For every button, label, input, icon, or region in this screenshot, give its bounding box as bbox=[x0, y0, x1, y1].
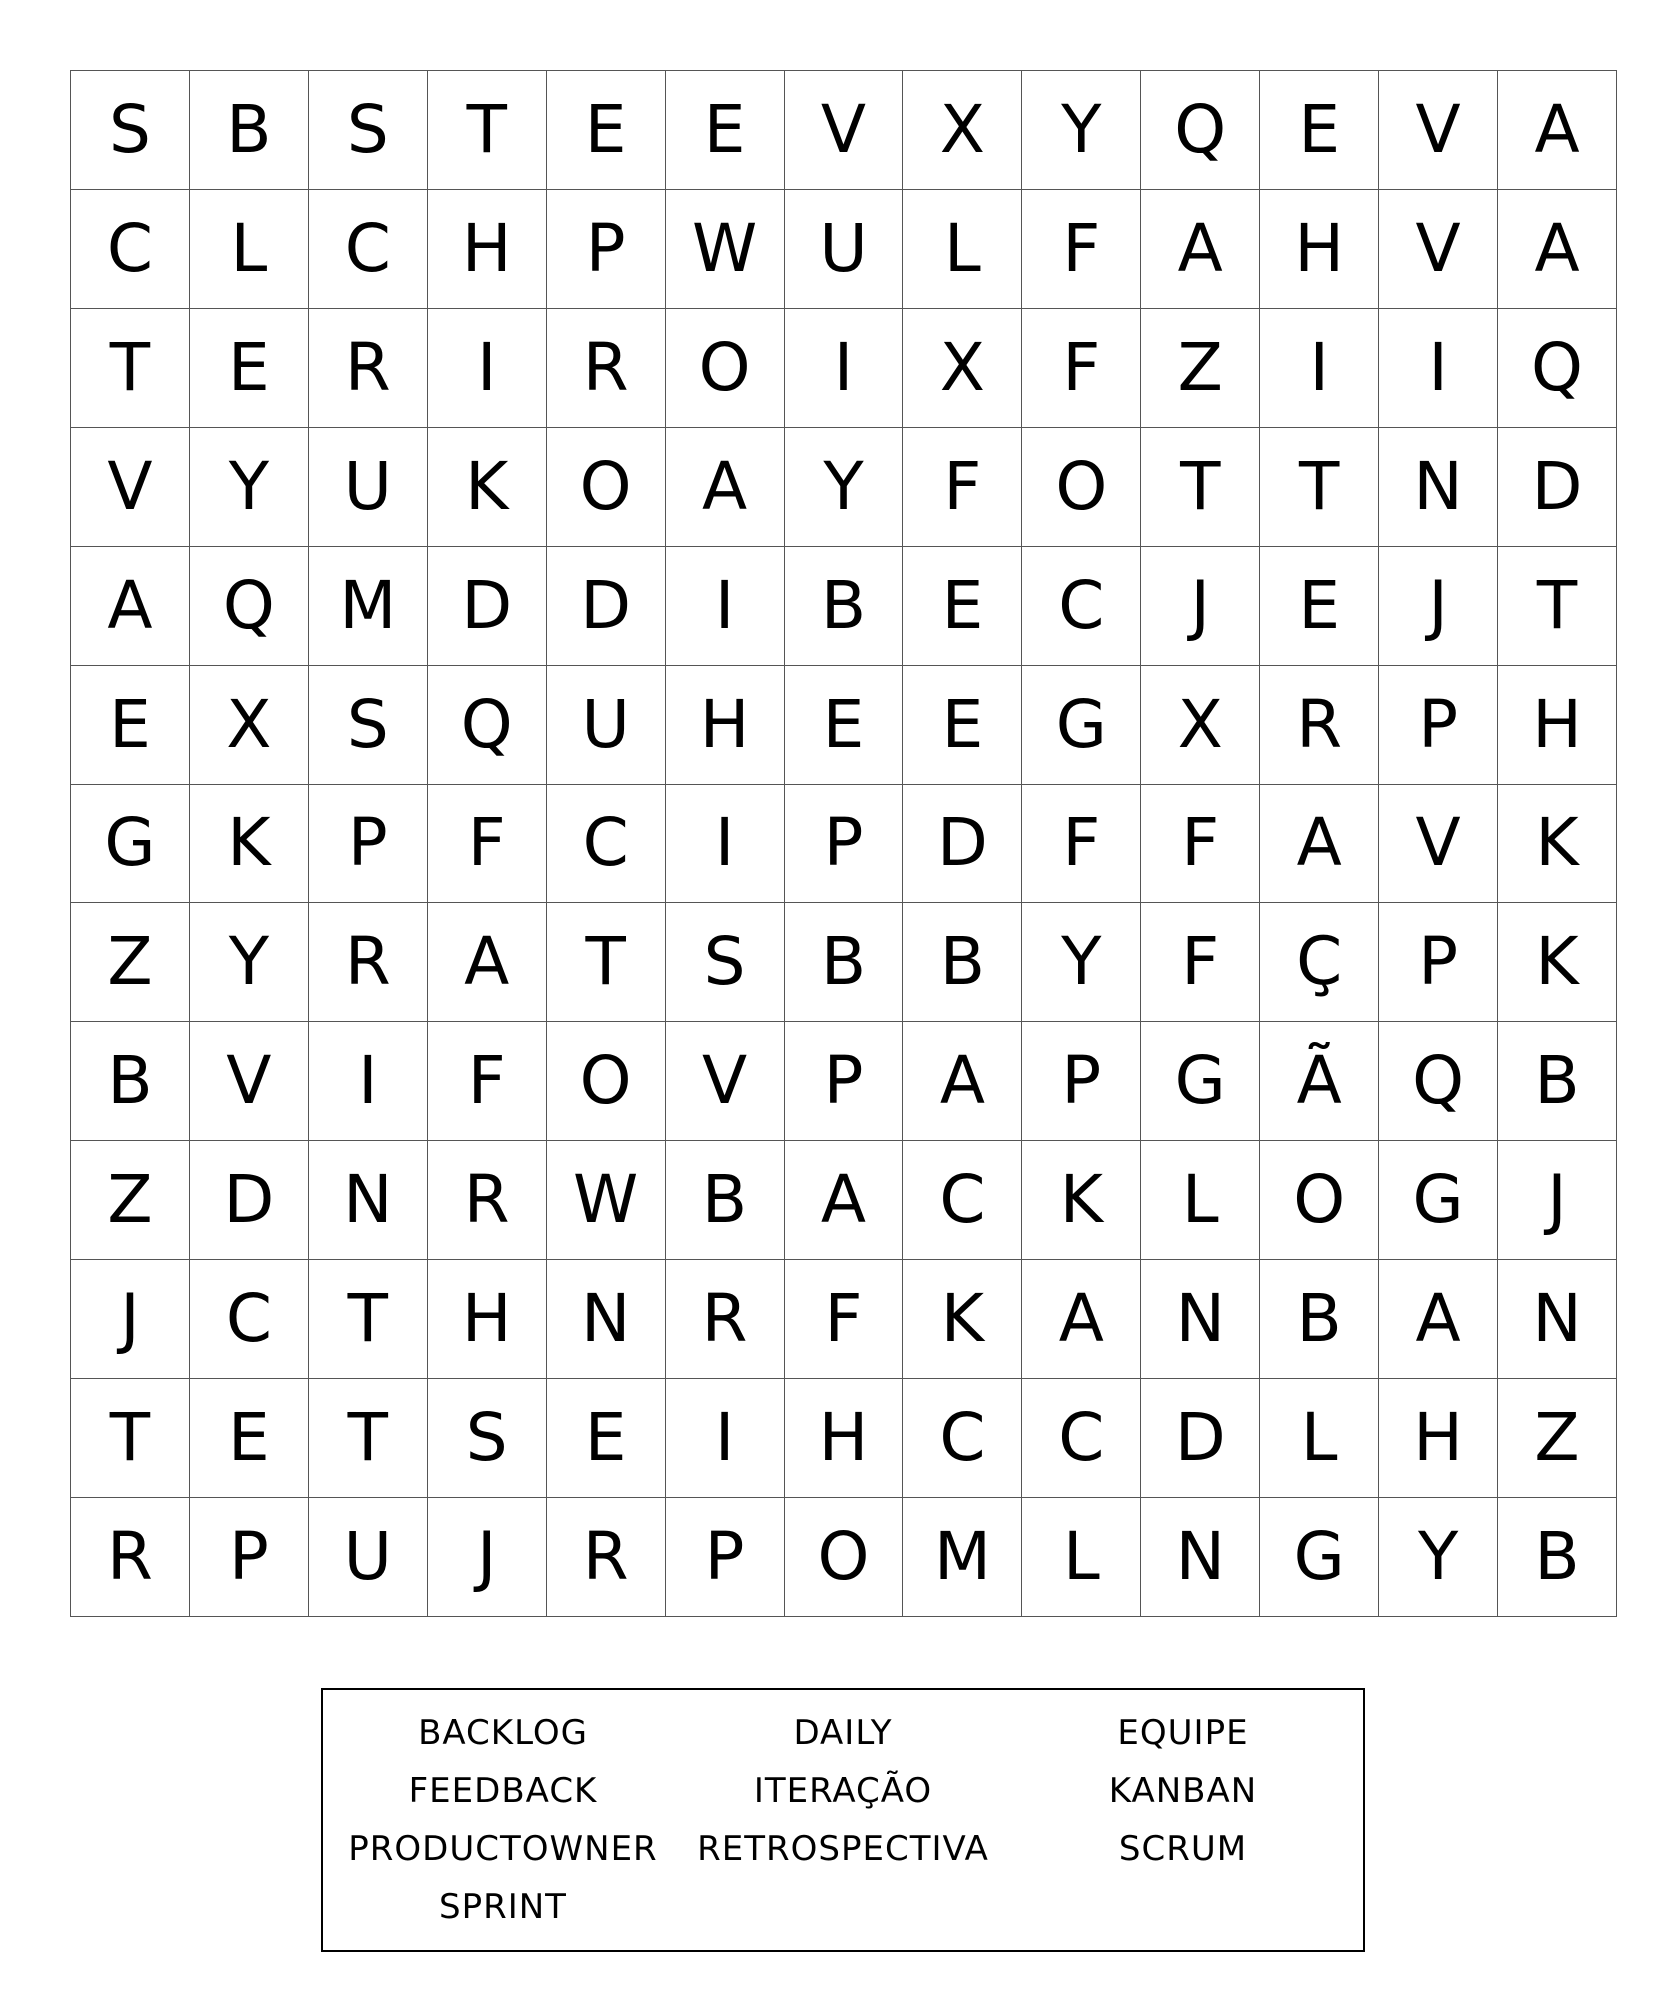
grid-cell[interactable]: H bbox=[428, 190, 547, 309]
grid-cell[interactable]: I bbox=[428, 309, 547, 428]
grid-cell[interactable]: G bbox=[71, 785, 190, 904]
grid-cell[interactable]: H bbox=[785, 1379, 904, 1498]
grid-cell[interactable]: E bbox=[785, 666, 904, 785]
grid-cell[interactable]: O bbox=[1260, 1141, 1379, 1260]
grid-cell[interactable]: F bbox=[1022, 190, 1141, 309]
grid-cell[interactable]: O bbox=[666, 309, 785, 428]
grid-cell[interactable]: P bbox=[190, 1498, 309, 1617]
grid-cell[interactable]: I bbox=[309, 1022, 428, 1141]
grid-cell[interactable]: U bbox=[547, 666, 666, 785]
grid-cell[interactable]: L bbox=[190, 190, 309, 309]
grid-cell[interactable]: A bbox=[71, 547, 190, 666]
grid-cell[interactable]: P bbox=[785, 1022, 904, 1141]
grid-cell[interactable]: G bbox=[1022, 666, 1141, 785]
grid-cell[interactable]: V bbox=[1379, 71, 1498, 190]
grid-cell[interactable]: L bbox=[1022, 1498, 1141, 1617]
word-list-item: ITERAÇÃO bbox=[753, 1771, 933, 1811]
grid-cell[interactable]: I bbox=[666, 1379, 785, 1498]
grid-cell[interactable]: B bbox=[666, 1141, 785, 1260]
grid-cell[interactable]: K bbox=[428, 428, 547, 547]
grid-cell[interactable]: J bbox=[71, 1260, 190, 1379]
grid-cell[interactable]: W bbox=[666, 190, 785, 309]
grid-cell[interactable]: H bbox=[428, 1260, 547, 1379]
grid-cell[interactable]: X bbox=[903, 309, 1022, 428]
grid-cell[interactable]: A bbox=[903, 1022, 1022, 1141]
grid-cell[interactable]: B bbox=[785, 547, 904, 666]
grid-cell[interactable]: N bbox=[1141, 1260, 1260, 1379]
grid-cell[interactable]: M bbox=[309, 547, 428, 666]
grid-cell[interactable]: Z bbox=[71, 903, 190, 1022]
grid-cell[interactable]: S bbox=[309, 71, 428, 190]
grid-cell[interactable]: B bbox=[71, 1022, 190, 1141]
grid-cell[interactable]: R bbox=[666, 1260, 785, 1379]
grid-cell[interactable]: A bbox=[1022, 1260, 1141, 1379]
grid-cell[interactable]: E bbox=[666, 71, 785, 190]
grid-cell[interactable]: C bbox=[1022, 1379, 1141, 1498]
grid-cell[interactable]: D bbox=[1498, 428, 1617, 547]
grid-cell[interactable]: N bbox=[547, 1260, 666, 1379]
grid-cell[interactable]: J bbox=[1379, 547, 1498, 666]
grid-cell[interactable]: C bbox=[309, 190, 428, 309]
grid-cell[interactable]: S bbox=[428, 1379, 547, 1498]
grid-cell[interactable]: Y bbox=[1379, 1498, 1498, 1617]
grid-cell[interactable]: R bbox=[428, 1141, 547, 1260]
grid-cell[interactable]: I bbox=[1379, 309, 1498, 428]
word-list-item: EQUIPE bbox=[1117, 1713, 1249, 1753]
grid-cell[interactable]: F bbox=[903, 428, 1022, 547]
grid-cell[interactable]: T bbox=[547, 903, 666, 1022]
grid-cell[interactable]: T bbox=[71, 309, 190, 428]
grid-cell[interactable]: V bbox=[666, 1022, 785, 1141]
grid-cell[interactable]: L bbox=[1141, 1141, 1260, 1260]
grid-cell[interactable]: Ç bbox=[1260, 903, 1379, 1022]
grid-cell[interactable]: D bbox=[547, 547, 666, 666]
grid-cell[interactable]: P bbox=[309, 785, 428, 904]
grid-cell[interactable]: C bbox=[1022, 547, 1141, 666]
grid-cell[interactable]: B bbox=[903, 903, 1022, 1022]
grid-cell[interactable]: T bbox=[1141, 428, 1260, 547]
grid-cell[interactable]: W bbox=[547, 1141, 666, 1260]
grid-cell[interactable]: Z bbox=[1141, 309, 1260, 428]
grid-cell[interactable]: C bbox=[71, 190, 190, 309]
grid-cell[interactable]: E bbox=[190, 309, 309, 428]
grid-cell[interactable]: M bbox=[903, 1498, 1022, 1617]
grid-cell[interactable]: F bbox=[1022, 785, 1141, 904]
grid-cell[interactable]: V bbox=[1379, 785, 1498, 904]
grid-cell[interactable]: E bbox=[190, 1379, 309, 1498]
grid-cell[interactable]: F bbox=[1141, 903, 1260, 1022]
grid-cell[interactable]: B bbox=[1498, 1498, 1617, 1617]
grid-cell[interactable]: N bbox=[1498, 1260, 1617, 1379]
grid-cell[interactable]: Ã bbox=[1260, 1022, 1379, 1141]
grid-cell[interactable]: Z bbox=[71, 1141, 190, 1260]
grid-cell[interactable]: Y bbox=[785, 428, 904, 547]
grid-cell[interactable]: F bbox=[785, 1260, 904, 1379]
grid-cell[interactable]: R bbox=[71, 1498, 190, 1617]
grid-cell[interactable]: R bbox=[547, 309, 666, 428]
grid-cell[interactable]: U bbox=[785, 190, 904, 309]
grid-cell[interactable]: A bbox=[1498, 190, 1617, 309]
word-list-item: SPRINT bbox=[439, 1887, 567, 1927]
grid-cell[interactable]: O bbox=[785, 1498, 904, 1617]
grid-cell[interactable]: P bbox=[1022, 1022, 1141, 1141]
grid-cell[interactable]: E bbox=[1260, 547, 1379, 666]
grid-cell[interactable]: Q bbox=[1498, 309, 1617, 428]
grid-cell[interactable]: C bbox=[903, 1141, 1022, 1260]
grid-cell[interactable]: B bbox=[190, 71, 309, 190]
grid-cell[interactable]: Q bbox=[1379, 1022, 1498, 1141]
word-list-item: DAILY bbox=[793, 1713, 893, 1753]
word-list bbox=[321, 1688, 1365, 1952]
grid-cell[interactable]: K bbox=[1498, 785, 1617, 904]
grid-cell[interactable]: D bbox=[1141, 1379, 1260, 1498]
grid-cell[interactable]: T bbox=[309, 1379, 428, 1498]
grid-cell[interactable]: C bbox=[190, 1260, 309, 1379]
grid-cell[interactable]: V bbox=[190, 1022, 309, 1141]
grid-cell[interactable]: O bbox=[547, 1022, 666, 1141]
grid-cell[interactable]: B bbox=[785, 903, 904, 1022]
grid-cell[interactable]: B bbox=[1260, 1260, 1379, 1379]
grid-cell[interactable]: X bbox=[1141, 666, 1260, 785]
grid-cell[interactable]: R bbox=[309, 903, 428, 1022]
grid-cell[interactable]: O bbox=[1022, 428, 1141, 547]
grid-cell[interactable]: C bbox=[547, 785, 666, 904]
grid-cell[interactable]: F bbox=[1022, 309, 1141, 428]
grid-cell[interactable]: T bbox=[1498, 547, 1617, 666]
grid-cell[interactable]: H bbox=[1498, 666, 1617, 785]
grid-cell[interactable]: J bbox=[1141, 547, 1260, 666]
grid-cell[interactable]: R bbox=[309, 309, 428, 428]
grid-cell[interactable]: L bbox=[903, 190, 1022, 309]
grid-cell[interactable]: J bbox=[1498, 1141, 1617, 1260]
grid-cell[interactable]: Z bbox=[1498, 1379, 1617, 1498]
grid-cell[interactable]: V bbox=[785, 71, 904, 190]
word-list-item: FEEDBACK bbox=[408, 1771, 598, 1811]
word-list-item: BACKLOG bbox=[418, 1713, 588, 1753]
grid-cell[interactable]: A bbox=[1141, 190, 1260, 309]
grid-cell[interactable]: G bbox=[1379, 1141, 1498, 1260]
grid-cell[interactable]: F bbox=[428, 1022, 547, 1141]
word-list-item: PRODUCTOWNER bbox=[348, 1829, 658, 1869]
grid-cell[interactable]: D bbox=[903, 785, 1022, 904]
grid-cell[interactable]: F bbox=[428, 785, 547, 904]
word-list-item: KANBAN bbox=[1108, 1771, 1258, 1811]
grid-cell[interactable]: N bbox=[1141, 1498, 1260, 1617]
grid-cell[interactable]: X bbox=[903, 71, 1022, 190]
grid-cell[interactable]: Q bbox=[190, 547, 309, 666]
grid-cell[interactable]: H bbox=[1379, 1379, 1498, 1498]
grid-cell[interactable]: S bbox=[71, 71, 190, 190]
grid-cell[interactable]: A bbox=[785, 1141, 904, 1260]
grid-cell[interactable]: L bbox=[1260, 1379, 1379, 1498]
grid-cell[interactable]: R bbox=[1260, 666, 1379, 785]
grid-cell[interactable]: P bbox=[785, 785, 904, 904]
grid-cell[interactable]: O bbox=[547, 428, 666, 547]
grid-cell[interactable]: A bbox=[1498, 71, 1617, 190]
grid-cell[interactable]: H bbox=[666, 666, 785, 785]
grid-cell[interactable]: E bbox=[903, 666, 1022, 785]
grid-cell[interactable]: S bbox=[666, 903, 785, 1022]
grid-cell[interactable]: K bbox=[903, 1260, 1022, 1379]
grid-cell[interactable]: X bbox=[190, 666, 309, 785]
grid-cell[interactable]: H bbox=[1260, 190, 1379, 309]
word-list-item: RETROSPECTIVA bbox=[697, 1829, 989, 1869]
grid-cell[interactable]: V bbox=[1379, 190, 1498, 309]
grid-cell[interactable]: T bbox=[1260, 428, 1379, 547]
grid-cell[interactable]: T bbox=[309, 1260, 428, 1379]
grid-cell[interactable]: R bbox=[547, 1498, 666, 1617]
letter-grid bbox=[70, 70, 1617, 1617]
grid-cell[interactable]: K bbox=[1022, 1141, 1141, 1260]
grid-cell[interactable]: Q bbox=[1141, 71, 1260, 190]
grid-cell[interactable]: D bbox=[428, 547, 547, 666]
grid-cell[interactable]: K bbox=[190, 785, 309, 904]
grid-cell[interactable]: A bbox=[1379, 1260, 1498, 1379]
grid-cell[interactable]: Q bbox=[428, 666, 547, 785]
grid-cell[interactable]: Y bbox=[190, 903, 309, 1022]
grid-cell[interactable]: A bbox=[666, 428, 785, 547]
grid-cell[interactable]: P bbox=[666, 1498, 785, 1617]
grid-cell[interactable]: V bbox=[71, 428, 190, 547]
grid-cell[interactable]: J bbox=[428, 1498, 547, 1617]
grid-cell[interactable]: E bbox=[1260, 71, 1379, 190]
grid-cell[interactable]: P bbox=[1379, 903, 1498, 1022]
grid-cell[interactable]: A bbox=[1260, 785, 1379, 904]
grid-cell[interactable]: N bbox=[1379, 428, 1498, 547]
grid-cell[interactable]: T bbox=[71, 1379, 190, 1498]
grid-cell[interactable]: E bbox=[547, 71, 666, 190]
grid-cell[interactable]: B bbox=[1498, 1022, 1617, 1141]
grid-cell[interactable]: E bbox=[903, 547, 1022, 666]
grid-cell[interactable]: T bbox=[428, 71, 547, 190]
grid-cell[interactable]: E bbox=[71, 666, 190, 785]
grid-cell[interactable]: I bbox=[785, 309, 904, 428]
grid-cell[interactable]: K bbox=[1498, 903, 1617, 1022]
grid-cell[interactable]: Y bbox=[190, 428, 309, 547]
grid-cell[interactable]: G bbox=[1260, 1498, 1379, 1617]
grid-cell[interactable]: I bbox=[666, 785, 785, 904]
grid-cell[interactable]: A bbox=[428, 903, 547, 1022]
grid-cell[interactable]: N bbox=[309, 1141, 428, 1260]
grid-cell[interactable]: Y bbox=[1022, 71, 1141, 190]
grid-cell[interactable]: G bbox=[1141, 1022, 1260, 1141]
grid-cell[interactable]: U bbox=[309, 428, 428, 547]
grid-cell[interactable]: Y bbox=[1022, 903, 1141, 1022]
word-list-item: SCRUM bbox=[1118, 1829, 1248, 1869]
grid-cell[interactable]: P bbox=[1379, 666, 1498, 785]
grid-cell[interactable]: P bbox=[547, 190, 666, 309]
grid-cell[interactable]: E bbox=[547, 1379, 666, 1498]
grid-cell[interactable]: F bbox=[1141, 785, 1260, 904]
grid-cell[interactable]: I bbox=[666, 547, 785, 666]
grid-cell[interactable]: U bbox=[309, 1498, 428, 1617]
grid-cell[interactable]: D bbox=[190, 1141, 309, 1260]
grid-cell[interactable]: C bbox=[903, 1379, 1022, 1498]
grid-cell[interactable]: S bbox=[309, 666, 428, 785]
grid-cell[interactable]: I bbox=[1260, 309, 1379, 428]
